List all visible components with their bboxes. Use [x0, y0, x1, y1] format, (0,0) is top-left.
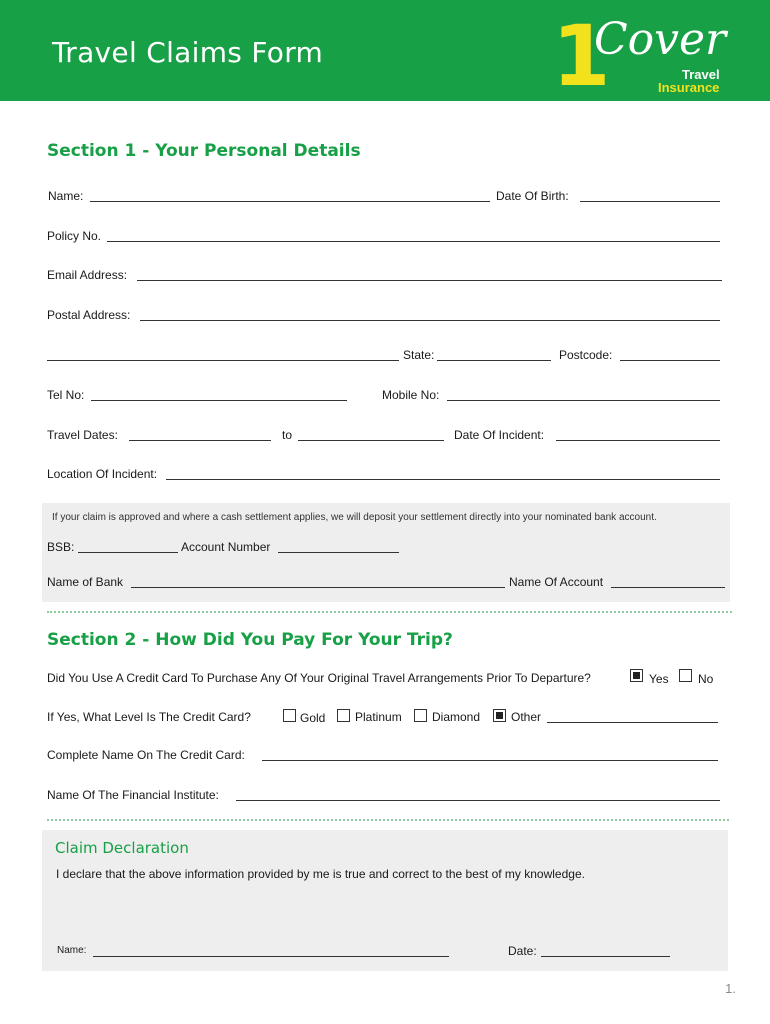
gold-label: Gold: [300, 711, 326, 725]
declaration-name-field[interactable]: [93, 944, 449, 957]
declaration-date-field[interactable]: [541, 944, 670, 957]
incident-date-field[interactable]: [556, 428, 720, 441]
gold-checkbox[interactable]: [283, 709, 296, 722]
page-title: Travel Claims Form: [52, 36, 324, 69]
postcode-label: Postcode:: [559, 348, 613, 362]
declaration-date-label: Date:: [508, 944, 537, 958]
logo-travel: Travel: [682, 67, 720, 82]
travel-dates-label: Travel Dates:: [47, 428, 118, 442]
postcode-field[interactable]: [620, 348, 720, 361]
card-name-label: Complete Name On The Credit Card:: [47, 748, 245, 762]
other-label: Other: [511, 710, 542, 724]
other-checkbox[interactable]: [493, 709, 506, 722]
account-number-label: Account Number: [181, 540, 271, 554]
section1-title: Section 1 - Your Personal Details: [47, 141, 361, 161]
no-checkbox[interactable]: [679, 669, 692, 682]
policy-field[interactable]: [107, 229, 720, 242]
account-number-field[interactable]: [278, 540, 399, 553]
diamond-checkbox[interactable]: [414, 709, 427, 722]
postal-field[interactable]: [140, 308, 720, 321]
section2-title: Section 2 - How Did You Pay For Your Trip?: [47, 630, 453, 650]
state-label: State:: [403, 348, 435, 362]
logo-cover: Cover: [594, 14, 727, 65]
brand-logo: [546, 7, 736, 105]
postal-label: Postal Address:: [47, 308, 131, 322]
bank-note: If your claim is approved and where a cash settlement applies, we will deposit your settlement directly into your nominated bank account.: [52, 512, 657, 523]
dotted-divider: [47, 611, 732, 613]
no-label: No: [698, 672, 714, 686]
dob-label: Date Of Birth:: [496, 189, 569, 203]
other-field[interactable]: [547, 710, 718, 723]
logo-insurance: Insurance: [658, 80, 720, 95]
logo-one: 1: [552, 7, 611, 105]
card-level-question: If Yes, What Level Is The Credit Card?: [47, 710, 251, 724]
to-label: to: [282, 428, 293, 442]
email-field[interactable]: [137, 268, 722, 281]
postal-field-line2[interactable]: [47, 348, 399, 361]
dotted-divider-2: [47, 819, 729, 821]
state-field[interactable]: [437, 348, 551, 361]
name-field[interactable]: [90, 189, 490, 202]
platinum-label: Platinum: [355, 710, 402, 724]
diamond-label: Diamond: [432, 710, 481, 724]
credit-card-question: Did You Use A Credit Card To Purchase Any Of Your Original Travel Arrangements Prior To Departure?: [47, 671, 591, 685]
yes-checkbox[interactable]: [630, 669, 643, 682]
declaration-title: Claim Declaration: [55, 839, 189, 857]
bsb-label: BSB:: [47, 540, 75, 554]
declaration-name-label: Name:: [57, 945, 87, 956]
account-name-label: Name Of Account: [509, 575, 604, 589]
travel-date-to-field[interactable]: [298, 428, 444, 441]
institute-field[interactable]: [236, 788, 720, 801]
dob-field[interactable]: [580, 189, 720, 202]
tel-label: Tel No:: [47, 388, 85, 402]
page-number: 1.: [725, 981, 736, 996]
platinum-checkbox[interactable]: [337, 709, 350, 722]
location-field[interactable]: [166, 467, 720, 480]
mobile-label: Mobile No:: [382, 388, 440, 402]
policy-label: Policy No.: [47, 229, 102, 243]
institute-label: Name Of The Financial Institute:: [47, 788, 219, 802]
bank-name-label: Name of Bank: [47, 575, 124, 589]
tel-field[interactable]: [91, 388, 347, 401]
location-label: Location Of Incident:: [47, 467, 158, 481]
header-banner: [0, 0, 770, 105]
email-label: Email Address:: [47, 268, 128, 282]
bank-name-field[interactable]: [131, 575, 505, 588]
name-label: Name:: [48, 189, 84, 203]
account-name-field[interactable]: [611, 575, 725, 588]
declaration-text: I declare that the above information provided by me is true and correct to the best of my knowledge.: [56, 867, 585, 881]
travel-date-from-field[interactable]: [129, 428, 271, 441]
incident-date-label: Date Of Incident:: [454, 428, 545, 442]
card-name-field[interactable]: [262, 748, 718, 761]
mobile-field[interactable]: [447, 388, 720, 401]
yes-label: Yes: [649, 672, 669, 686]
bsb-field[interactable]: [78, 540, 178, 553]
